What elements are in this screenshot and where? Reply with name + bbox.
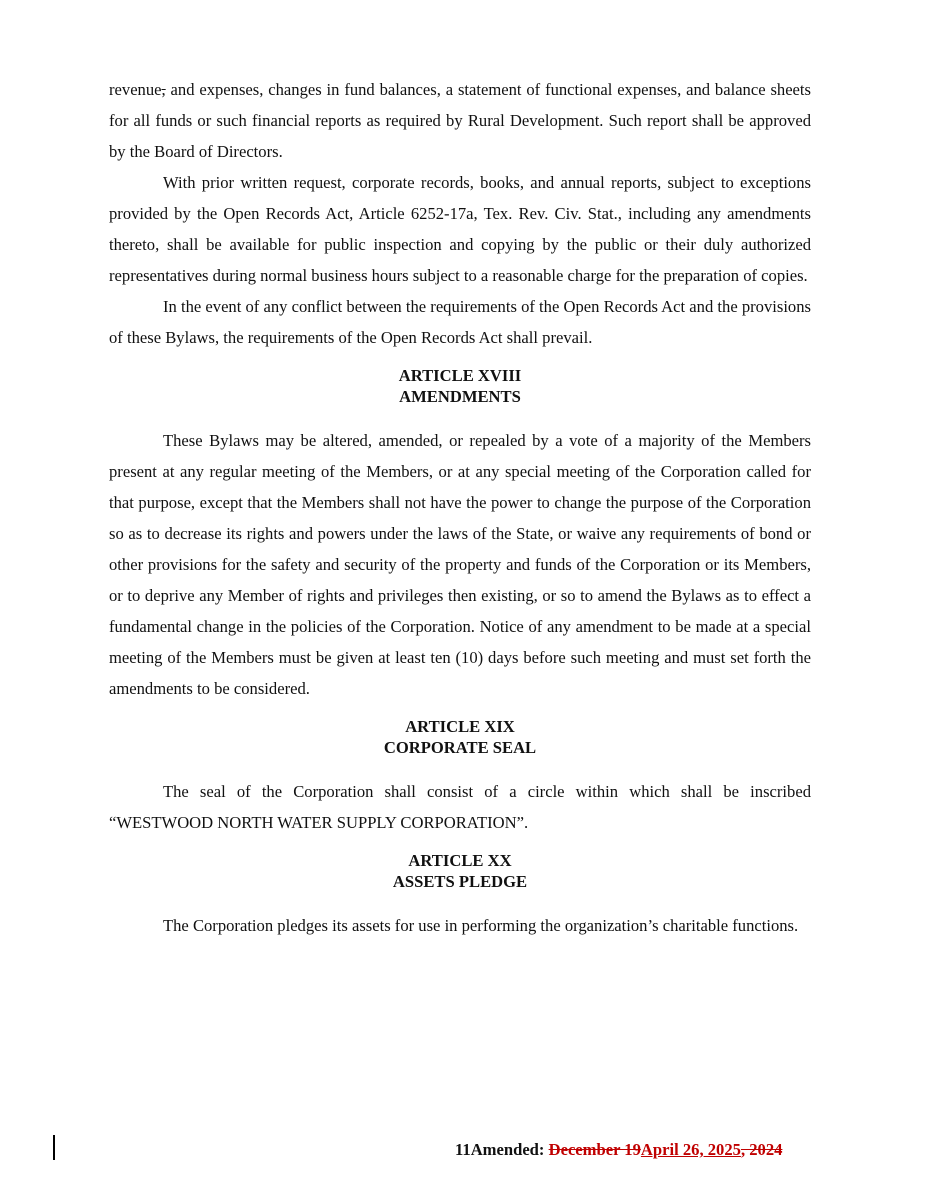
article-xx-heading xyxy=(109,850,811,892)
article-xviii-title: AMENDMENTS xyxy=(399,387,521,406)
revenue-word: revenue xyxy=(109,80,162,99)
revision-change-bar xyxy=(53,1135,55,1160)
deleted-date: December 19 xyxy=(548,1140,641,1159)
deleted-comma: , xyxy=(161,80,166,99)
page-number: 11 xyxy=(455,1140,471,1159)
article-xix-title: CORPORATE SEAL xyxy=(383,738,537,757)
deleted-year: , 2024 xyxy=(740,1140,783,1159)
page-footer xyxy=(455,1140,782,1160)
article-xix-heading xyxy=(109,716,811,758)
records-paragraph-text: and expenses, changes in fund balances, a statement of functional expenses, and balance sheets for all funds or such financial reports as required by Rural Development. Such report shall be approved by the Board of Directors. xyxy=(109,80,811,161)
amendments-paragraph: These Bylaws may be altered, amended, or repealed by a vote of a majority of the Members present at any regular meeting of the Members, or at any special meeting of the Corporation called for that purpose, except that the Members shall not have the power to change the purpose of the Corporation so as to decrease its rights and powers under the laws of the State, or waive any requirements of bond or other provisions for the safety and security of the property and funds of the Corporation or its Members, or to deprive any Member of rights and privileges then existing, or so to amend the Bylaws as to effect a fundamental change in the policies of the Corporation. Notice of any amendment to be made at a special meeting of the Members must be given at least ten (10) days before such meeting and must set forth the amendments to be considered. xyxy=(109,431,811,698)
open-records-paragraph: With prior written request, corporate records, books, and annual reports, subject to exceptions provided by the Open Records Act, Article 6252-17a, Tex. Rev. Civ. Stat., including any amendments thereto, shall be available for public inspection and copying by the public or their duly authorized representatives during normal business hours subject to a reasonable charge for the preparation of copies. xyxy=(109,173,811,285)
article-xx-number: ARTICLE XX xyxy=(408,851,512,870)
records-paragraph xyxy=(109,74,811,167)
corporate-seal-paragraph: The seal of the Corporation shall consist of a circle within which shall be inscribed “WESTWOOD NORTH WATER SUPPLY CORPORATION”. xyxy=(109,782,811,832)
article-xix-number: ARTICLE XIX xyxy=(405,717,515,736)
amended-label: Amended: xyxy=(470,1140,549,1159)
document-page xyxy=(109,74,811,941)
conflict-paragraph: In the event of any conflict between the requirements of the Open Records Act and the provisions of these Bylaws, the requirements of the Open Records Act shall prevail. xyxy=(109,297,811,347)
article-xviii-heading xyxy=(109,365,811,407)
article-xviii-number: ARTICLE XVIII xyxy=(398,366,522,385)
article-xx-title: ASSETS PLEDGE xyxy=(392,872,528,891)
inserted-date: April 26, 2025 xyxy=(640,1140,741,1159)
assets-pledge-paragraph: The Corporation pledges its assets for use in performing the organization’s charitable functions. xyxy=(163,916,799,935)
